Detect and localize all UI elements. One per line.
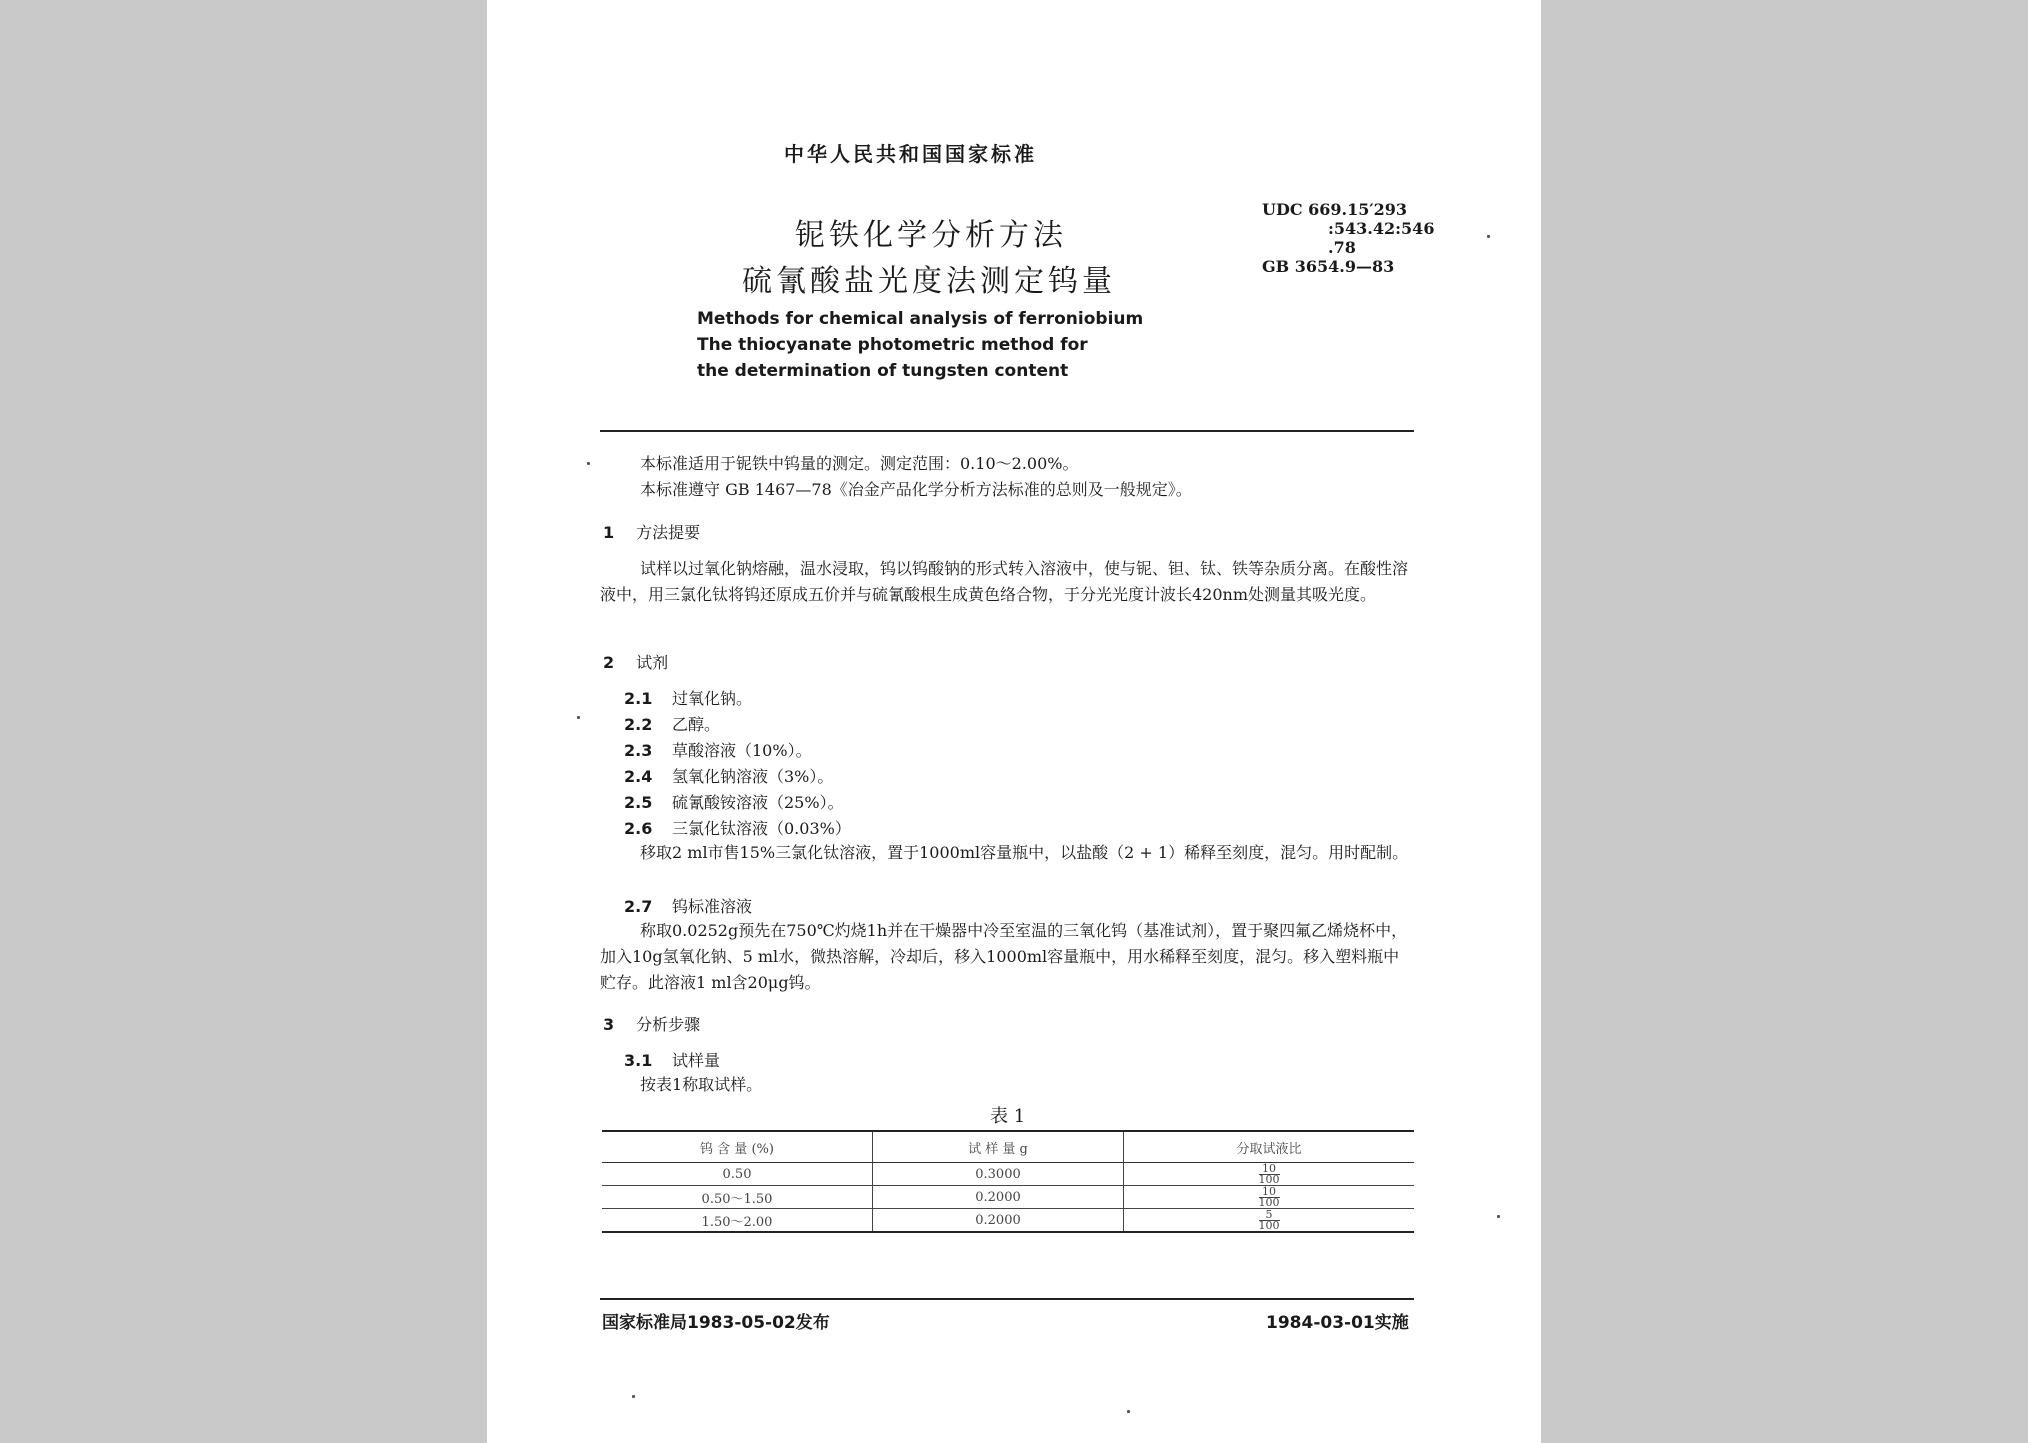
cell-content: 1.50～2.00 bbox=[602, 1209, 873, 1233]
intro-line-2: 本标准遵守 GB 1467—78《冶金产品化学分析方法标准的总则及一般规定》。 bbox=[640, 480, 1192, 499]
section-3-heading bbox=[603, 1012, 700, 1035]
title-en-line-3: the determination of tungsten content bbox=[697, 361, 1069, 381]
udc-line-1: UDC 669.15′293 bbox=[1262, 200, 1407, 219]
table-caption: 表 1 bbox=[990, 1106, 1026, 1127]
cell-ratio bbox=[1124, 1209, 1415, 1233]
intro bbox=[600, 451, 1414, 503]
scan-speck bbox=[577, 716, 580, 719]
ratio-numerator: 10 bbox=[1259, 1187, 1280, 1198]
reagent-item bbox=[624, 790, 844, 813]
section-1-title: 方法提要 bbox=[636, 523, 701, 542]
reagent-number: 2.7 bbox=[624, 897, 653, 916]
cell-mass: 0.3000 bbox=[873, 1163, 1124, 1186]
scan-speck bbox=[1497, 1215, 1500, 1218]
reagent-text: 硫氰酸铵溶液（25%）。 bbox=[672, 793, 844, 812]
header-rule bbox=[600, 430, 1414, 432]
cell-content: 0.50～1.50 bbox=[602, 1186, 873, 1209]
reagent-item bbox=[624, 712, 720, 735]
reagent-text: 草酸溶液（10%）。 bbox=[672, 741, 812, 760]
table-row bbox=[602, 1186, 1414, 1209]
reagent-item bbox=[624, 686, 752, 709]
section-1-heading bbox=[603, 520, 700, 543]
cell-ratio bbox=[1124, 1163, 1415, 1186]
table-header-ratio: 分取试液比 bbox=[1124, 1131, 1415, 1163]
section-2-heading bbox=[603, 650, 668, 673]
section-3-title: 分析步骤 bbox=[636, 1015, 701, 1034]
reagent-2-7-text: 称取0.0252g预先在750℃灼烧1h并在干燥器中冷至室温的三氧化钨（基准试剂），置于聚四氟乙烯烧杯中，加入10g氢氧化钠、5 ml水，微热溶解，冷却后，移入1000ml容量瓶中，用水稀释至刻度，混匀。移入塑料瓶中贮存。此溶液1 ml含20μg钨。 bbox=[600, 921, 1408, 992]
reagent-item bbox=[624, 738, 812, 761]
table-header-content: 钨 含 量 (%) bbox=[602, 1131, 873, 1163]
title-cn-line-2: 硫氰酸盐光度法测定钨量 bbox=[742, 264, 1116, 299]
ratio-numerator: 5 bbox=[1259, 1210, 1280, 1221]
scan-speck bbox=[632, 1395, 635, 1398]
reagent-number: 2.1 bbox=[624, 689, 653, 708]
standard-header: 中华人民共和国国家标准 bbox=[784, 142, 1037, 166]
ratio-numerator: 10 bbox=[1259, 1164, 1280, 1175]
step-3-1-text: 按表1称取试样。 bbox=[640, 1075, 763, 1094]
cell-mass: 0.2000 bbox=[873, 1186, 1124, 1209]
document-page bbox=[487, 0, 1541, 1443]
table-row bbox=[602, 1209, 1414, 1233]
reagent-text: 过氧化钠。 bbox=[672, 689, 753, 708]
reagent-text: 钨标准溶液 bbox=[672, 897, 753, 916]
reagent-item bbox=[624, 764, 833, 787]
udc-block bbox=[1262, 200, 1434, 276]
title-en bbox=[697, 306, 1144, 384]
footer-rule bbox=[600, 1298, 1414, 1300]
ratio-denominator: 100 bbox=[1258, 1218, 1280, 1232]
step-number: 3.1 bbox=[624, 1051, 653, 1070]
cell-content: 0.50 bbox=[602, 1163, 873, 1186]
ratio-denominator: 100 bbox=[1258, 1195, 1280, 1209]
cell-ratio bbox=[1124, 1186, 1415, 1209]
reagent-number: 2.5 bbox=[624, 793, 653, 812]
gb-number: GB 3654.9—83 bbox=[1262, 257, 1395, 276]
cell-mass: 0.2000 bbox=[873, 1209, 1124, 1233]
udc-line-3: .78 bbox=[1328, 238, 1356, 257]
reagent-2-7-heading bbox=[624, 894, 752, 917]
ratio-denominator: 100 bbox=[1258, 1172, 1280, 1186]
section-1-text: 试样以过氧化钠熔融，温水浸取，钨以钨酸钠的形式转入溶液中，使与铌、钽、钛、铁等杂质分离。在酸性溶液中，用三氯化钛将钨还原成五价并与硫氰酸根生成黄色络合物，于分光光度计波长420nm处测量其吸光度。 bbox=[600, 559, 1409, 604]
scan-speck bbox=[1487, 235, 1490, 238]
reagent-text: 氢氧化钠溶液（3%）。 bbox=[672, 767, 834, 786]
table-header-mass: 试 样 量 g bbox=[873, 1131, 1124, 1163]
reagent-text: 乙醇。 bbox=[672, 715, 721, 734]
step-text: 试样量 bbox=[672, 1051, 721, 1070]
title-en-line-2: The thiocyanate photometric method for bbox=[697, 335, 1088, 355]
reagent-number: 2.3 bbox=[624, 741, 653, 760]
title-cn-line-1: 铌铁化学分析方法 bbox=[795, 218, 1067, 253]
intro-line-1: 本标准适用于铌铁中钨量的测定。测定范围：0.10～2.00%。 bbox=[640, 454, 1079, 473]
reagent-number: 2.4 bbox=[624, 767, 653, 786]
table-row bbox=[602, 1163, 1414, 1186]
sample-table bbox=[602, 1130, 1414, 1233]
step-3-1-heading bbox=[624, 1048, 720, 1071]
section-1-number: 1 bbox=[603, 523, 615, 542]
effective-date: 1984-03-01实施 bbox=[1266, 1313, 1409, 1333]
reagent-item bbox=[624, 816, 851, 839]
scan-speck bbox=[587, 462, 590, 465]
udc-line-2: :543.42:546 bbox=[1328, 219, 1435, 238]
issue-date: 国家标准局1983-05-02发布 bbox=[602, 1313, 830, 1333]
reagent-number: 2.6 bbox=[624, 819, 653, 838]
section-3-number: 3 bbox=[603, 1015, 615, 1034]
reagent-number: 2.2 bbox=[624, 715, 653, 734]
section-2-title: 试剂 bbox=[636, 653, 669, 672]
scan-speck bbox=[1127, 1410, 1130, 1413]
title-en-line-1: Methods for chemical analysis of ferroniobium bbox=[697, 309, 1144, 329]
reagent-text: 三氯化钛溶液（0.03%） bbox=[672, 819, 851, 838]
section-2-number: 2 bbox=[603, 653, 615, 672]
reagent-2-6-text: 移取2 ml市售15%三氯化钛溶液，置于1000ml容量瓶中，以盐酸（2 + 1）稀释至刻度，混匀。用时配制。 bbox=[640, 843, 1409, 862]
